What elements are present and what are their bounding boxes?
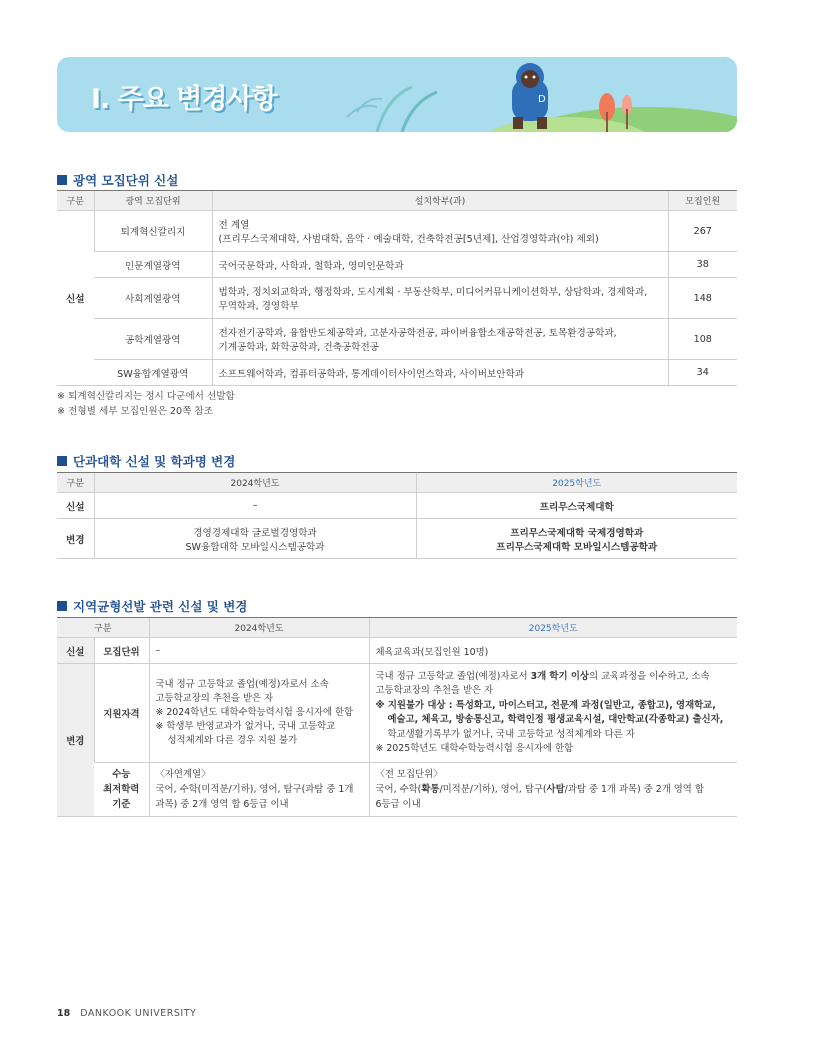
count-cell: 38 <box>668 252 737 278</box>
table-header: 구분 <box>57 473 94 493</box>
section3-table <box>57 617 737 817</box>
dept-cell: 소프트웨어학과, 컴퓨터공학과, 통계데이터사이언스학과, 사이버보안학과 <box>212 360 668 386</box>
dept-cell: 전 계열 (프리무스국제대학, 사범대학, 음악 · 예술대학, 건축학전공[5년제], 산업경영학과(야) 제외) <box>212 211 668 252</box>
header-banner <box>57 57 737 132</box>
table-row <box>57 763 737 817</box>
table-row <box>57 519 737 559</box>
table-row <box>57 360 737 386</box>
unit-cell: SW융합계열광역 <box>94 360 212 386</box>
row-group: 변경 <box>57 664 94 817</box>
table-row <box>57 252 737 278</box>
section1-table <box>57 190 737 386</box>
unit-cell: 퇴계혁신칼리지 <box>94 211 212 252</box>
row-group: 신설 <box>57 638 94 664</box>
table-row <box>57 664 737 763</box>
y2024-cell: – <box>94 493 416 519</box>
note-line: ※ 전형별 세부 모집인원은 20쪽 참조 <box>57 406 213 417</box>
table-header: 광역 모집단위 <box>94 191 212 211</box>
university-name: DANKOOK UNIVERSITY <box>80 1008 197 1019</box>
unit-cell: 공학계열광역 <box>94 319 212 360</box>
page-number: 18 <box>57 1008 71 1019</box>
y2024-cell: 국내 정규 고등학교 졸업(예정)자로서 소속 고등학교장의 추천을 받은 자 ※ 2024학년도 대학수학능력시험 응시자에 한함 ※ 학생부 반영교과가 없거나, 국내 고등학교 성적체계와 다른 경우 지원 불가 <box>149 664 369 763</box>
table-header: 2024학년도 <box>94 473 416 493</box>
y2024-cell: 〈자연계열〉 국어, 수학(미적분/기하), 영어, 탐구(과탐 중 1개 과목) 중 2개 영역 합 6등급 이내 <box>149 763 369 817</box>
mascot-illustration-icon <box>317 57 737 132</box>
unit-cell: 인문계열광역 <box>94 252 212 278</box>
y2025-cell: 〈전 모집단위〉 국어, 수학(확통/미적분/기하), 영어, 탐구(사탐/과탐 중 1개 과목) 중 2개 영역 합 6등급 이내 <box>369 763 737 817</box>
table-row <box>57 493 737 519</box>
row-label: 변경 <box>57 519 94 559</box>
section1-notes <box>57 389 235 419</box>
table-row <box>57 278 737 319</box>
y2025-cell: 국내 정규 고등학교 졸업(예정)자로서 3개 학기 이상의 교육과정을 이수하고, 소속 고등학교장의 추천을 받은 자 ※ 지원불가 대상 : 특성화고, 마이스터고, 전문계 과정(일반고, 종합고), 영재학교, 예술고, 체육고, 방송통신고, 학력인정 평생교육시설, 대안학교(각종학교) 출신자, 학교생활기록부가 없거나, 국내 고등학교 성적체계와 다른 자 ※ 2025학년도 대학수학능력시험 응시자에 한함 <box>369 664 737 763</box>
count-cell: 108 <box>668 319 737 360</box>
row-label: 신설 <box>57 493 94 519</box>
square-bullet-icon <box>57 601 67 611</box>
unit-cell: 사회계열광역 <box>94 278 212 319</box>
section2-table <box>57 472 737 559</box>
table-header: 2025학년도 <box>369 618 737 638</box>
table-header: 설치학부(과) <box>212 191 668 211</box>
note-line: ※ 퇴계혁신칼리지는 정시 다군에서 선발함 <box>57 391 235 402</box>
page-footer <box>57 1008 196 1019</box>
row-label: 수능 최저학력 기준 <box>94 763 149 817</box>
table-row <box>57 319 737 360</box>
square-bullet-icon <box>57 175 67 185</box>
square-bullet-icon <box>57 456 67 466</box>
dept-cell: 국어국문학과, 사학과, 철학과, 영미인문학과 <box>212 252 668 278</box>
row-label: 지원자격 <box>94 664 149 763</box>
count-cell: 267 <box>668 211 737 252</box>
y2024-cell: – <box>149 638 369 664</box>
section2-title: 단과대학 신설 및 학과명 변경 <box>57 452 235 470</box>
y2024-cell: 경영경제대학 글로벌경영학과 SW융합대학 모바일시스템공학과 <box>94 519 416 559</box>
table-header: 모집인원 <box>668 191 737 211</box>
table-header: 2025학년도 <box>416 473 737 493</box>
count-cell: 34 <box>668 360 737 386</box>
row-label: 모집단위 <box>94 638 149 664</box>
y2025-cell: 프리무스국제대학 <box>416 493 737 519</box>
dept-cell: 법학과, 정치외교학과, 행정학과, 도시계획 · 부동산학부, 미디어커뮤니케이션학부, 상담학과, 경제학과, 무역학과, 경영학부 <box>212 278 668 319</box>
svg-text:D: D <box>538 94 546 105</box>
group-label: 신설 <box>57 211 94 386</box>
y2025-cell: 체육교육과(모집인원 10명) <box>369 638 737 664</box>
section3-title: 지역균형선발 관련 신설 및 변경 <box>57 597 247 615</box>
count-cell: 148 <box>668 278 737 319</box>
y2025-cell: 프리무스국제대학 국제경영학과 프리무스국제대학 모바일시스템공학과 <box>416 519 737 559</box>
table-header: 구분 <box>57 191 94 211</box>
page-title: Ⅰ. 주요 변경사항 <box>91 84 277 115</box>
dept-cell: 전자전기공학과, 융합반도체공학과, 고분자공학전공, 파이버융합소재공학전공, 토목환경공학과, 기계공학과, 화학공학과, 건축공학전공 <box>212 319 668 360</box>
table-header: 구분 <box>57 618 149 638</box>
table-row <box>57 211 737 252</box>
table-header: 2024학년도 <box>149 618 369 638</box>
table-row <box>57 638 737 664</box>
section1-title: 광역 모집단위 신설 <box>57 171 178 189</box>
